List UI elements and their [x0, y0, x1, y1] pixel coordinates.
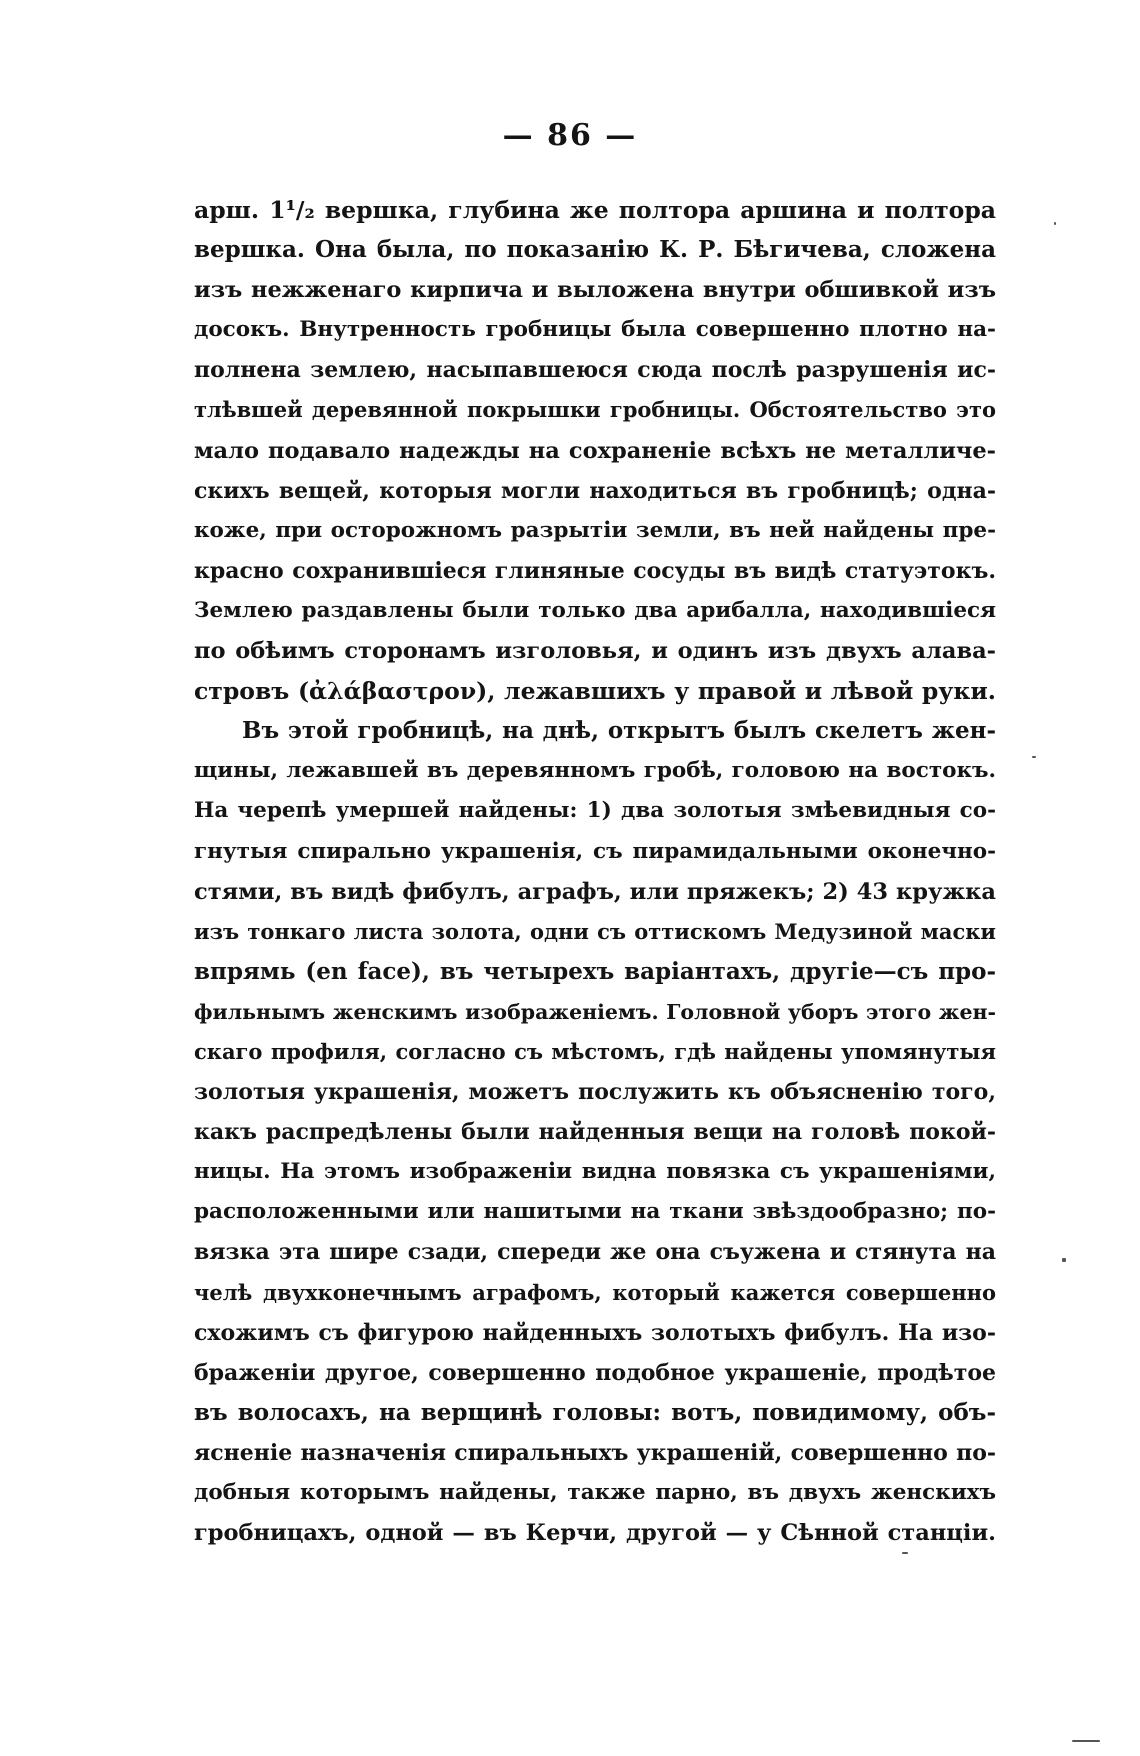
text-line: На черепѣ умершей найдены: 1) два золотыя змѣевидныя со-: [194, 798, 996, 824]
text-line: щины, лежавшей въ деревянномъ гробѣ, головою на востокъ.: [194, 758, 996, 784]
text-line: ницы. На этомъ изображеніи видна повязка съ украшеніями,: [194, 1159, 996, 1185]
scan-speck: [1054, 222, 1056, 225]
text-line: вязка эта шире сзади, спереди же она съужена и стянута на: [194, 1239, 996, 1266]
text-line: тлѣвшей деревянной покрышки гробницы. Обстоятельство это: [194, 397, 996, 423]
text-line: красно сохранившіеся глиняные сосуды въ видѣ статуэтокъ.: [194, 557, 996, 584]
page-number: — 86 —: [502, 118, 638, 153]
text-line: арш. 1¹/₂ вершка, глубина же полтора аршина и полтора: [194, 196, 996, 224]
text-line: досокъ. Внутренность гробницы была совершенно плотно на-: [194, 317, 996, 343]
text-line: впрямь (en face), въ четырехъ варіантахъ, другіе—съ про-: [194, 957, 996, 985]
text-line: скаго профиля, согласно съ мѣстомъ, гдѣ найдены упомянутыя: [194, 1038, 996, 1064]
text-line: гробницахъ, одной — въ Керчи, другой — у Сѣнной станціи.: [194, 1520, 996, 1547]
text-line: полнена землею, насыпавшеюся сюда послѣ разрушенія ис-: [194, 357, 996, 384]
text-line: гнутыя спирально украшенія, съ пирамидальными оконечно-: [194, 838, 996, 864]
paragraph-1: [194, 190, 996, 711]
text-line: изъ нежженаго кирпича и выложена внутри обшивкой изъ: [194, 277, 996, 304]
text-line: браженіи другое, совершенно подобное украшеніе, продѣтое: [194, 1359, 996, 1386]
text-line: въ волосахъ, на верщинѣ головы: вотъ, повидимому, объ-: [194, 1398, 996, 1426]
text-line: по обѣимъ сторонамъ изголовья, и одинъ изъ двухъ алава-: [194, 638, 996, 665]
scan-speck: [1062, 1258, 1066, 1262]
scan-speck: [1072, 1740, 1100, 1742]
text-line: золотыя украшенія, можетъ послужить къ объясненію того,: [194, 1079, 996, 1106]
paragraph-2: [194, 711, 996, 1553]
text-line: Землею раздавлены были только два арибалла, находившіеся: [194, 597, 996, 623]
text-line: стровъ (ἀλάβαστρον), лежавшихъ у правой и лѣвой руки.: [194, 677, 996, 706]
scan-speck: [902, 1552, 908, 1554]
text-line: мало подавало надежды на сохраненіе всѣхъ не металличе-: [194, 437, 996, 464]
text-line: скихъ вещей, которыя могли находиться въ гробницѣ; одна-: [194, 477, 996, 504]
text-line: ясненіе назначенія спиральныхъ украшеній, совершенно по-: [194, 1439, 996, 1466]
text-line: фильнымъ женскимъ изображеніемъ. Головной уборъ этого жен-: [194, 999, 996, 1024]
text-line: стями, въ видѣ фибулъ, аграфъ, или пряжекъ; 2) 43 кружка: [194, 878, 996, 905]
text-line: Въ этой гробницѣ, на днѣ, открытъ былъ скелетъ жен-: [242, 717, 996, 745]
scan-speck: [1032, 756, 1036, 758]
text-line: челѣ двухконечнымъ аграфомъ, который кажется совершенно: [194, 1279, 996, 1305]
text-line: вершка. Она была, по показанію К. Р. Бѣгичева, сложена: [194, 236, 996, 264]
text-line: изъ тонкаго листа золота, одни съ оттискомъ Медузиной маски: [194, 918, 996, 944]
text-line: расположенными или нашитыми на ткани звѣздообразно; по-: [194, 1199, 996, 1225]
text-line: схожимъ съ фигурою найденныхъ золотыхъ фибулъ. На изо-: [194, 1319, 996, 1346]
text-line: какъ распредѣлены были найденныя вещи на головѣ покой-: [194, 1119, 996, 1146]
body-text: [194, 190, 996, 1553]
text-line: коже, при осторожномъ разрытіи земли, въ ней найдены пре-: [194, 517, 996, 543]
text-line: добныя которымъ найдены, также парно, въ двухъ женскихъ: [194, 1480, 996, 1505]
